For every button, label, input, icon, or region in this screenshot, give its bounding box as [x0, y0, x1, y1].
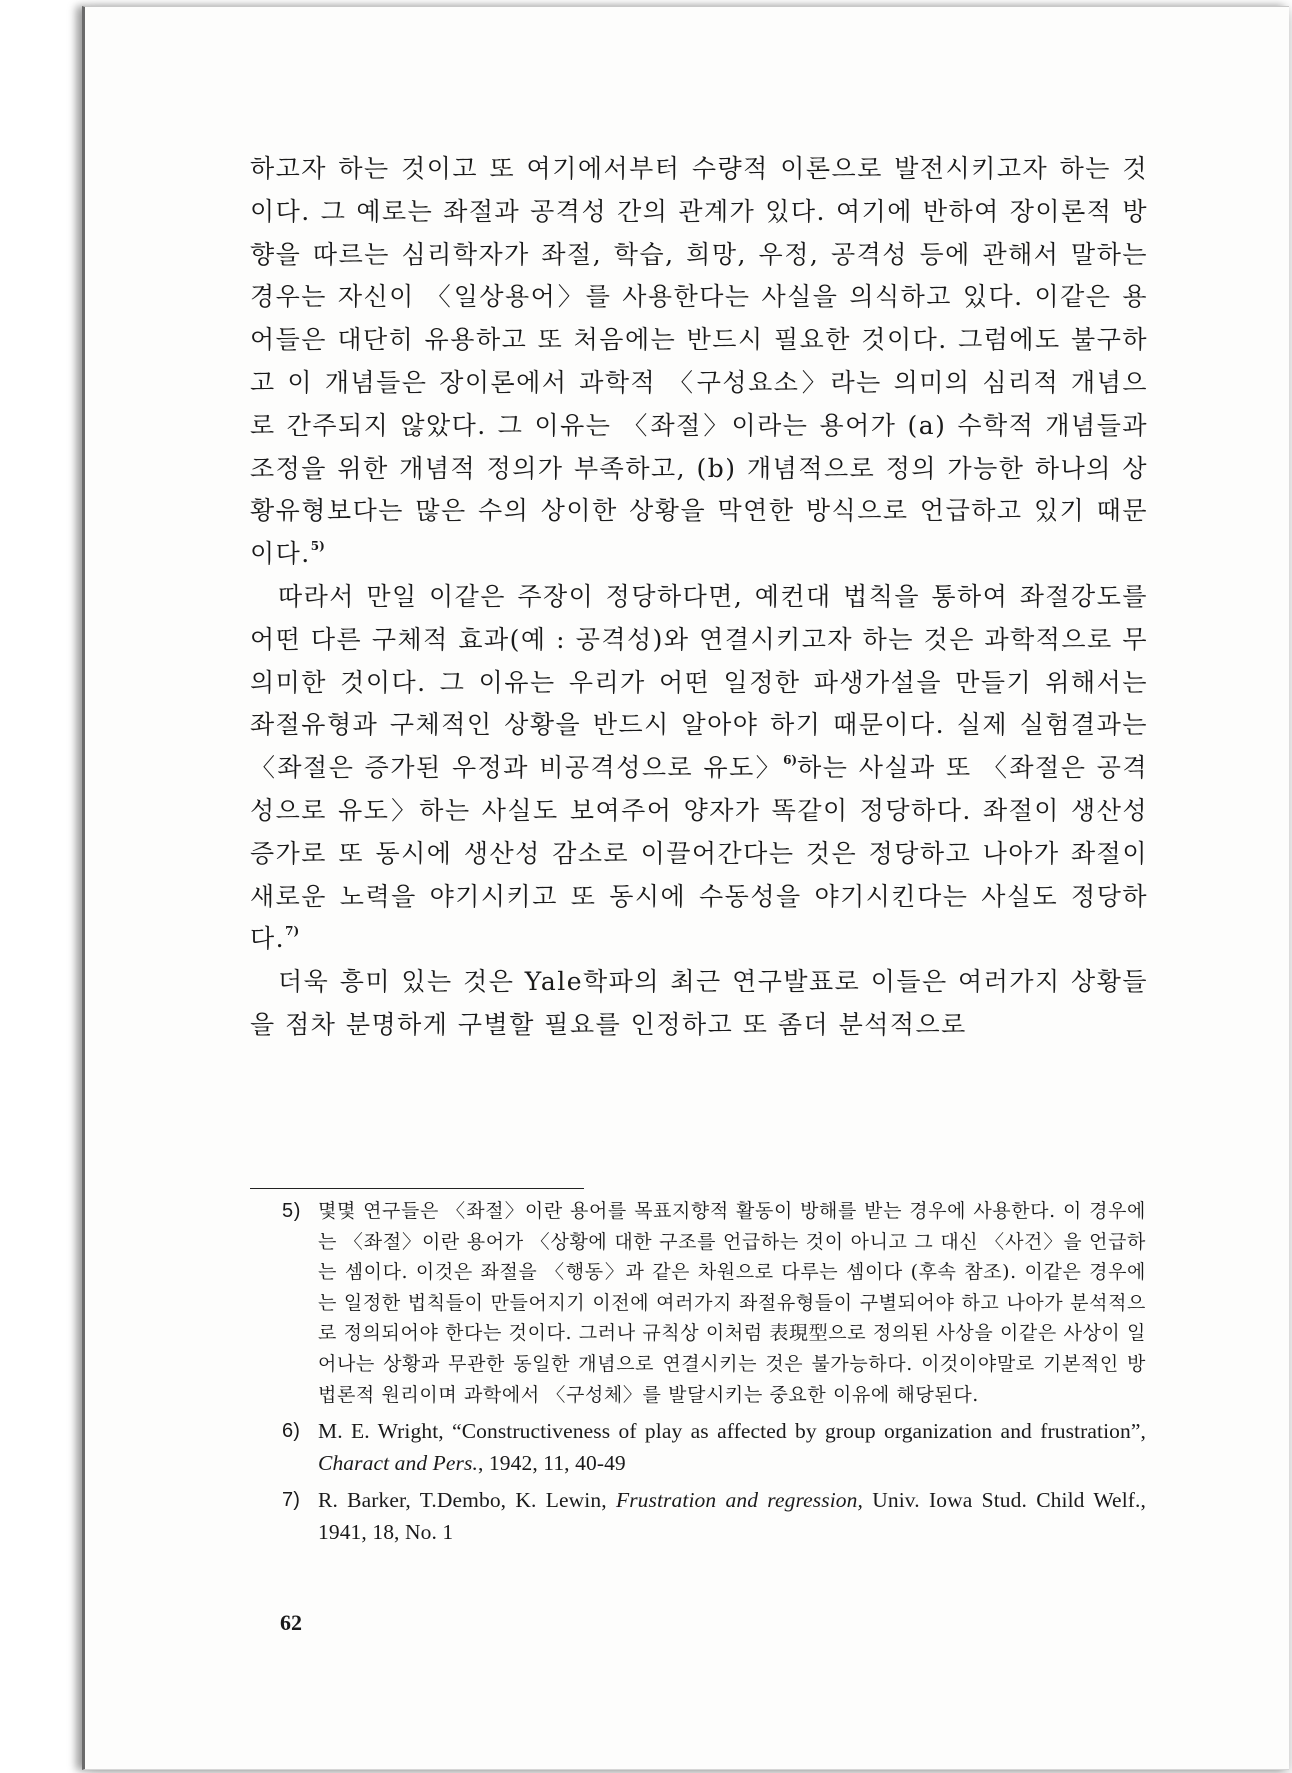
footnote-divider — [250, 1188, 584, 1189]
paragraph-1 — [250, 148, 1148, 576]
footnote-text — [318, 1416, 1146, 1479]
paragraph-3-text: 더욱 흥미 있는 것은 Yale학파의 최근 연구발표로 이들은 여러가지 상황들을 점차 분명하게 구별할 필요를 인정하고 또 좀더 분석적으로 — [250, 967, 1148, 1039]
paragraph-2-text-a: 따라서 만일 이같은 주장이 정당하다면, 예컨대 법칙을 통하여 좌절강도를 어떤 다른 구체적 효과(예 : 공격성)와 연결시키고자 하는 것은 과학적으로 무의미한 것이다. 그 이유는 우리가 어떤 일정한 파생가설을 만들기 위해서는 좌절유형과 구체적인 상황을 반드시 알아야 하기 때문이다. 실제 실험결과는 〈좌절은 증가된 우정과 비공격성으로 유도〉 — [250, 581, 1148, 783]
footnotes — [282, 1196, 1146, 1548]
paragraph-2-text-b: 하는 사실과 또 〈좌절은 공격성으로 유도〉하는 사실도 보여주어 양자가 똑같이 정당하다. 좌절이 생산성 증가로 또 동시에 생산성 감소로 이끌어간다는 것은 정당하고 나아가 좌절이 새로운 노력을 야기시키고 또 동시에 수동성을 야기시킨다는 사실도 정당하다. — [250, 753, 1148, 954]
citation-journal: Charact and Pers. — [318, 1450, 478, 1475]
footnote-ref-5[interactable]: 5) — [310, 539, 325, 554]
footnote-5 — [282, 1196, 1146, 1410]
footnote-6 — [282, 1416, 1146, 1479]
paragraph-2 — [250, 576, 1148, 961]
main-text — [250, 148, 1148, 1047]
citation-details: , 1942, 11, 40-49 — [477, 1450, 626, 1475]
paragraph-3 — [250, 961, 1148, 1047]
footnote-ref-6[interactable]: 6) — [783, 753, 798, 768]
footnote-text: 몇몇 연구들은 〈좌절〉이란 용어를 목표지향적 활동이 방해를 받는 경우에 사용한다. 이 경우에는 〈좌절〉이란 용어가 〈상황에 대한 구조를 언급하는 것이 아니고 그 대신 〈사건〉을 언급하는 셈이다. 이것은 좌절을 〈행동〉과 같은 차원으로 다루는 셈이다 (후속 참조). 이같은 경우에는 일정한 법칙들이 만들어지기 이전에 여러가지 좌절유형들이 구별되어야 하고 나아가 분석적으로 정의되어야 한다는 것이다. 그러나 규칙상 이처럼 表現型으로 정의된 사상을 이같은 사상이 일어나는 상황과 무관한 동일한 개념으로 연결시키는 것은 불가능하다. 이것이야말로 기본적인 방법론적 원리이며 과학에서 〈구성체〉를 발달시키는 중요한 이유에 해당된다. — [318, 1200, 1146, 1406]
paragraph-1-text: 하고자 하는 것이고 또 여기에서부터 수량적 이론으로 발전시키고자 하는 것이다. 그 예로는 좌절과 공격성 간의 관계가 있다. 여기에 반하여 장이론적 방향을 따르는 심리학자가 좌절, 학습, 희망, 우정, 공격성 등에 관해서 말하는 경우는 자신이 〈일상용어〉를 사용한다는 사실을 의식하고 있다. 이같은 용어들은 대단히 유용하고 또 처음에는 반드시 필요한 것이다. 그럼에도 불구하고 이 개념들은 장이론에서 과학적 〈구성요소〉라는 의미의 심리적 개념으로 간주되지 않았다. 그 이유는 〈좌절〉이라는 용어가 (a) 수학적 개념들과 조정을 위한 개념적 정의가 부족하고, (b) 개념적으로 정의 가능한 하나의 상황유형보다는 많은 수의 상이한 상황을 막연한 방식으로 언급하고 있기 때문이다. — [250, 154, 1148, 569]
citation-authors: R. Barker, T.Dembo, K. Lewin, — [318, 1488, 616, 1513]
footnote-number: 5) — [282, 1200, 301, 1222]
citation-authors-title: M. E. Wright, “Constructiveness of play as affected by group organization and frustration”, — [318, 1419, 1146, 1444]
citation-title: Frustration and regression, — [615, 1488, 863, 1513]
citation-details: Univ. Iowa Stud. Child Welf., 1941, 18, No. 1 — [318, 1488, 1146, 1544]
footnote-7 — [282, 1485, 1146, 1548]
footnote-number: 6) — [282, 1420, 300, 1443]
footnote-text — [318, 1485, 1146, 1548]
footnote-ref-7[interactable]: 7) — [285, 924, 300, 939]
page-number: 62 — [280, 1610, 302, 1635]
footnote-number: 7) — [282, 1489, 300, 1512]
